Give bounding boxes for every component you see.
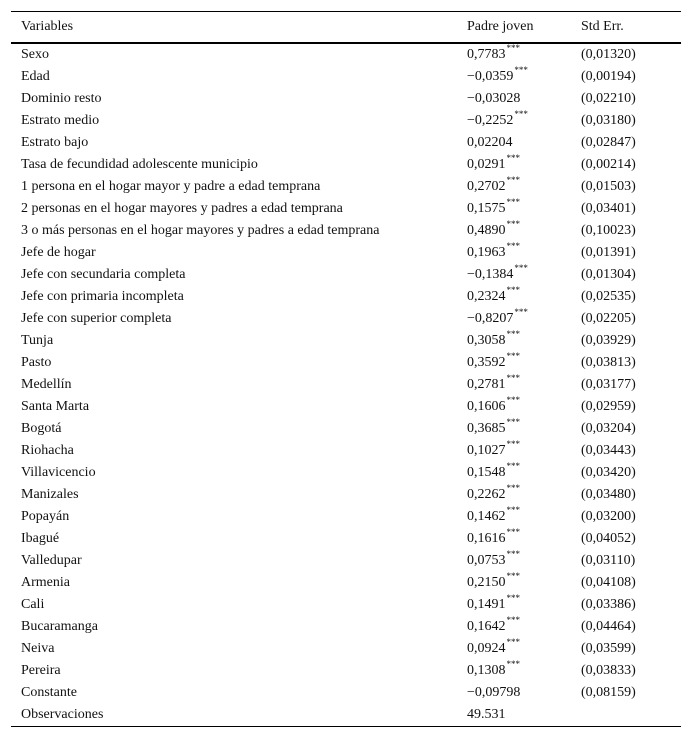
coefficient-value: −0,0359: [467, 69, 514, 84]
coefficient-cell: [467, 220, 581, 242]
coefficient-cell: [467, 88, 581, 110]
table-row: [11, 528, 681, 550]
variable-cell: Observaciones: [21, 707, 104, 722]
table-row: [11, 330, 681, 352]
variable-cell: Bogotá: [21, 421, 62, 436]
std-err-cell: (0,03401): [581, 201, 636, 216]
coefficient-value: 0,1027: [467, 443, 506, 458]
coefficient-value: 0,1606: [467, 399, 506, 414]
significance-marker: ***: [506, 219, 520, 229]
coefficient-cell: [467, 286, 581, 308]
coefficient-value: 0,7783: [467, 47, 506, 62]
coefficient-value: −0,03028: [467, 91, 521, 106]
variable-cell: Jefe con secundaria completa: [21, 267, 186, 282]
table-row: [11, 484, 681, 506]
table-row: [11, 418, 681, 440]
table-body: [11, 43, 681, 727]
std-err-cell: (0,10023): [581, 223, 636, 238]
significance-marker: ***: [506, 439, 520, 449]
significance-marker: ***: [514, 65, 528, 75]
header-row: [11, 12, 681, 44]
table-row: [11, 594, 681, 616]
table-row: [11, 616, 681, 638]
coefficient-cell: [467, 374, 581, 396]
variable-cell: Villavicencio: [21, 465, 96, 480]
std-err-cell: (0,01391): [581, 245, 636, 260]
std-err-cell: (0,01304): [581, 267, 636, 282]
coefficient-cell: [467, 396, 581, 418]
variable-cell: Edad: [21, 69, 50, 84]
table-row: [11, 220, 681, 242]
table-row: [11, 550, 681, 572]
coefficient-cell: [467, 528, 581, 550]
significance-marker: ***: [506, 505, 520, 515]
significance-marker: ***: [506, 285, 520, 295]
variable-cell: Medellín: [21, 377, 72, 392]
coefficient-cell: [467, 594, 581, 616]
header-padre-joven: Padre joven: [467, 19, 534, 34]
table-row: [11, 132, 681, 154]
coefficient-value: 49.531: [467, 707, 506, 722]
coefficient-value: −0,2252: [467, 113, 514, 128]
variable-cell: Estrato bajo: [21, 135, 89, 150]
variable-cell: Tasa de fecundidad adolescente municipio: [21, 157, 258, 172]
table-row: [11, 660, 681, 682]
table-row: [11, 352, 681, 374]
table-row: [11, 198, 681, 220]
std-err-cell: [581, 704, 681, 727]
variable-cell: Neiva: [21, 641, 55, 656]
coefficient-value: 0,2324: [467, 289, 506, 304]
coefficient-cell: [467, 330, 581, 352]
significance-marker: ***: [506, 241, 520, 251]
coefficient-cell: [467, 462, 581, 484]
regression-table: [11, 11, 681, 727]
variable-cell: Jefe de hogar: [21, 245, 96, 260]
variable-cell: Manizales: [21, 487, 79, 502]
variable-cell: Riohacha: [21, 443, 74, 458]
table-row: [11, 462, 681, 484]
coefficient-value: 0,1308: [467, 663, 506, 678]
coefficient-cell: [467, 572, 581, 594]
coefficient-cell: [467, 198, 581, 220]
significance-marker: ***: [506, 373, 520, 383]
variable-cell: 2 personas en el hogar mayores y padres a edad temprana: [21, 201, 343, 216]
coefficient-value: 0,1575: [467, 201, 506, 216]
std-err-cell: (0,03480): [581, 487, 636, 502]
std-err-cell: (0,03813): [581, 355, 636, 370]
coefficient-value: −0,1384: [467, 267, 514, 282]
significance-marker: ***: [506, 549, 520, 559]
std-err-cell: (0,01503): [581, 179, 636, 194]
significance-marker: ***: [506, 593, 520, 603]
coefficient-cell: [467, 682, 581, 704]
variable-cell: Tunja: [21, 333, 54, 348]
significance-marker: ***: [506, 197, 520, 207]
std-err-cell: (0,03929): [581, 333, 636, 348]
significance-marker: ***: [506, 461, 520, 471]
coefficient-value: 0,2781: [467, 377, 506, 392]
table-row: [11, 43, 681, 66]
variable-cell: Dominio resto: [21, 91, 102, 106]
significance-marker: ***: [506, 175, 520, 185]
significance-marker: ***: [514, 307, 528, 317]
variable-cell: Constante: [21, 685, 77, 700]
std-err-cell: (0,08159): [581, 685, 636, 700]
significance-marker: ***: [506, 417, 520, 427]
coefficient-cell: [467, 176, 581, 198]
coefficient-value: 0,1616: [467, 531, 506, 546]
coefficient-cell: [467, 616, 581, 638]
variable-cell: Armenia: [21, 575, 70, 590]
std-err-cell: (0,04108): [581, 575, 636, 590]
coefficient-value: 0,0291: [467, 157, 506, 172]
table-row: [11, 66, 681, 88]
std-err-cell: (0,03420): [581, 465, 636, 480]
coefficient-cell: [467, 352, 581, 374]
header-variables: Variables: [21, 19, 74, 34]
significance-marker: ***: [506, 615, 520, 625]
coefficient-cell: [467, 506, 581, 528]
significance-marker: ***: [506, 329, 520, 339]
significance-marker: ***: [506, 351, 520, 361]
coefficient-cell: [467, 440, 581, 462]
std-err-cell: (0,03443): [581, 443, 636, 458]
std-err-cell: (0,02205): [581, 311, 636, 326]
table-row: [11, 88, 681, 110]
coefficient-value: 0,1548: [467, 465, 506, 480]
coefficient-value: 0,0924: [467, 641, 506, 656]
coefficient-cell: [467, 154, 581, 176]
std-err-cell: (0,03599): [581, 641, 636, 656]
header-std-err: Std Err.: [581, 19, 624, 34]
table-row: [11, 286, 681, 308]
significance-marker: ***: [514, 263, 528, 273]
coefficient-cell: [467, 704, 581, 727]
variable-cell: Jefe con primaria incompleta: [21, 289, 184, 304]
variable-cell: Sexo: [21, 47, 49, 62]
coefficient-value: 0,2702: [467, 179, 506, 194]
coefficient-cell: [467, 418, 581, 440]
significance-marker: ***: [506, 43, 520, 53]
variable-cell: Popayán: [21, 509, 70, 524]
std-err-cell: (0,03110): [581, 553, 636, 568]
coefficient-value: −0,8207: [467, 311, 514, 326]
std-err-cell: (0,01320): [581, 47, 636, 62]
std-err-cell: (0,02535): [581, 289, 636, 304]
variable-cell: Bucaramanga: [21, 619, 98, 634]
variable-cell: Pereira: [21, 663, 61, 678]
coefficient-value: 0,3592: [467, 355, 506, 370]
coefficient-cell: [467, 110, 581, 132]
significance-marker: ***: [506, 153, 520, 163]
coefficient-cell: [467, 484, 581, 506]
table-row: [11, 110, 681, 132]
coefficient-cell: [467, 550, 581, 572]
variable-cell: Jefe con superior completa: [21, 311, 172, 326]
variable-cell: Estrato medio: [21, 113, 100, 128]
coefficient-cell: [467, 660, 581, 682]
coefficient-value: −0,09798: [467, 685, 521, 700]
coefficient-value: 0,2150: [467, 575, 506, 590]
significance-marker: ***: [514, 109, 528, 119]
std-err-cell: (0,03204): [581, 421, 636, 436]
significance-marker: ***: [506, 483, 520, 493]
significance-marker: ***: [506, 659, 520, 669]
coefficient-cell: [467, 264, 581, 286]
coefficient-value: 0,1963: [467, 245, 506, 260]
coefficient-value: 0,1491: [467, 597, 506, 612]
coefficient-cell: [467, 66, 581, 88]
coefficient-value: 0,2262: [467, 487, 506, 502]
std-err-cell: (0,03200): [581, 509, 636, 524]
coefficient-value: 0,3685: [467, 421, 506, 436]
significance-marker: ***: [506, 637, 520, 647]
table-row: [11, 176, 681, 198]
std-err-cell: (0,00214): [581, 157, 636, 172]
std-err-cell: (0,03386): [581, 597, 636, 612]
variable-cell: Cali: [21, 597, 45, 612]
coefficient-value: 0,1642: [467, 619, 506, 634]
coefficient-cell: [467, 638, 581, 660]
coefficient-value: 0,4890: [467, 223, 506, 238]
std-err-cell: (0,00194): [581, 69, 636, 84]
coefficient-value: 0,3058: [467, 333, 506, 348]
significance-marker: ***: [506, 571, 520, 581]
coefficient-cell: [467, 132, 581, 154]
table-row: [11, 638, 681, 660]
variable-cell: 1 persona en el hogar mayor y padre a edad temprana: [21, 179, 321, 194]
std-err-cell: (0,04464): [581, 619, 636, 634]
table-row: [11, 374, 681, 396]
table-row: [11, 572, 681, 594]
std-err-cell: (0,03833): [581, 663, 636, 678]
table-row: [11, 704, 681, 727]
coefficient-cell: [467, 242, 581, 264]
coefficient-cell: [467, 43, 581, 66]
significance-marker: ***: [506, 395, 520, 405]
variable-cell: Pasto: [21, 355, 52, 370]
std-err-cell: (0,03180): [581, 113, 636, 128]
variable-cell: Ibagué: [21, 531, 60, 546]
table-row: [11, 396, 681, 418]
table-row: [11, 440, 681, 462]
coefficient-value: 0,1462: [467, 509, 506, 524]
variable-cell: Valledupar: [21, 553, 82, 568]
coefficient-value: 0,0753: [467, 553, 506, 568]
std-err-cell: (0,03177): [581, 377, 636, 392]
significance-marker: ***: [506, 527, 520, 537]
table-row: [11, 242, 681, 264]
table-row: [11, 264, 681, 286]
std-err-cell: (0,02210): [581, 91, 636, 106]
std-err-cell: (0,02847): [581, 135, 636, 150]
table-row: [11, 308, 681, 330]
table-row: [11, 154, 681, 176]
variable-cell: Santa Marta: [21, 399, 90, 414]
variable-cell: 3 o más personas en el hogar mayores y padres a edad temprana: [21, 223, 380, 238]
std-err-cell: (0,04052): [581, 531, 636, 546]
table-row: [11, 682, 681, 704]
coefficient-cell: [467, 308, 581, 330]
coefficient-value: 0,02204: [467, 135, 513, 150]
std-err-cell: (0,02959): [581, 399, 636, 414]
table-row: [11, 506, 681, 528]
